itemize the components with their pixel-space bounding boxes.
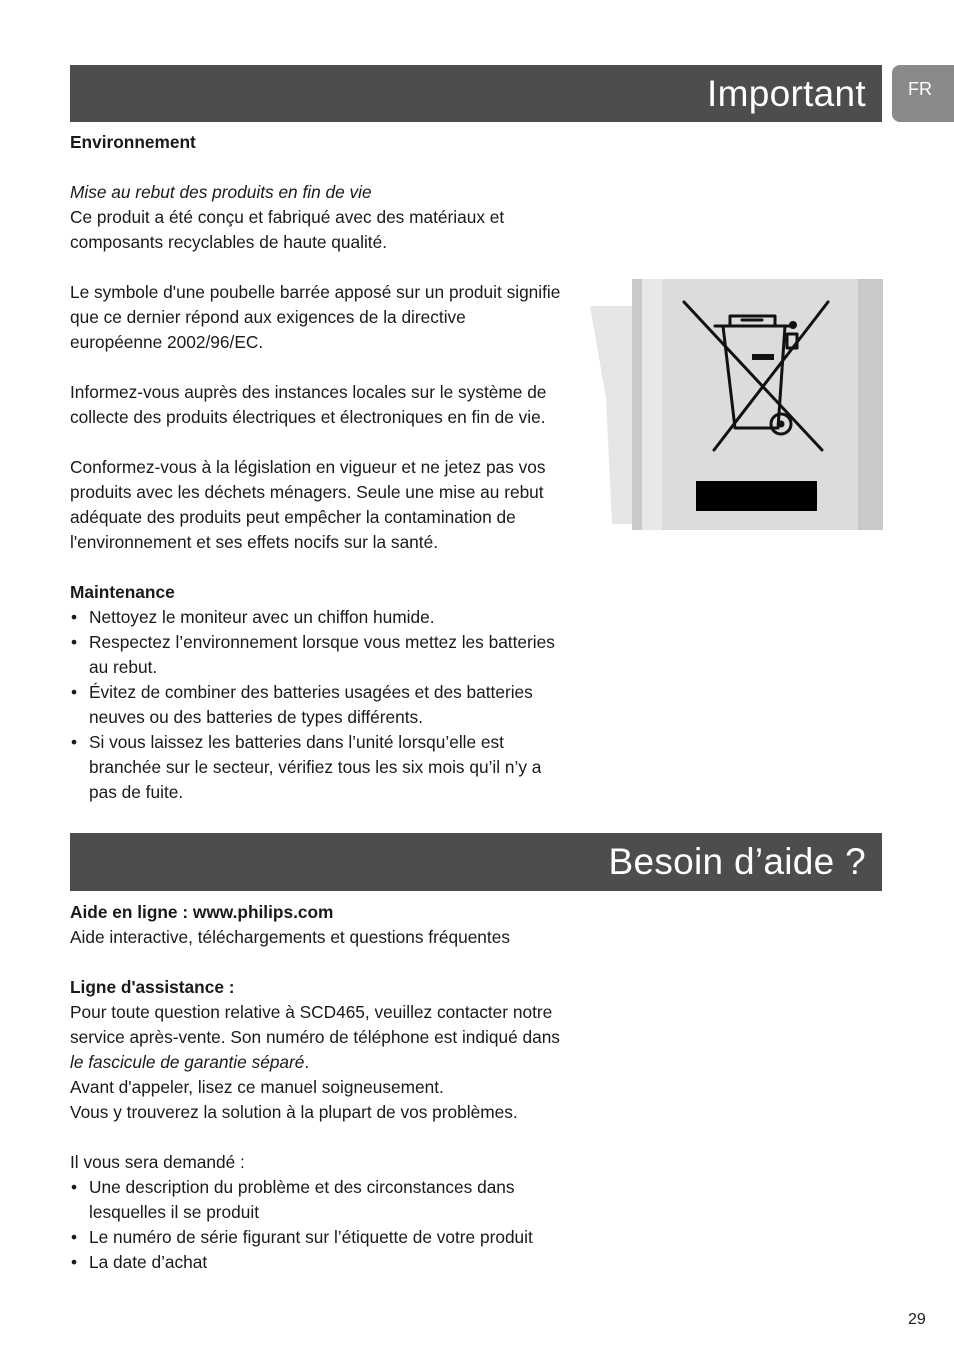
maintenance-heading: Maintenance xyxy=(70,582,175,602)
list-item: • Le numéro de série figurant sur l’étiquette de votre produit xyxy=(70,1225,610,1250)
maintenance-list xyxy=(70,605,610,805)
help-title: Besoin d’aide ? xyxy=(608,841,866,882)
page-title: Important xyxy=(707,72,866,114)
asked-intro: Il vous sera demandé : xyxy=(70,1152,245,1172)
online-help-heading: Aide en ligne : www.philips.com xyxy=(70,902,334,922)
disposal-subheading: Mise au rebut des produits en fin de vie xyxy=(70,182,372,202)
env-paragraph-1: Ce produit a été conçu et fabriqué avec des matériaux et composants recyclables de haute qualité. xyxy=(70,207,505,252)
online-help-text: Aide interactive, téléchargements et questions fréquentes xyxy=(70,927,510,947)
hotline-heading: Ligne d'assistance : xyxy=(70,977,235,997)
section-banner-help xyxy=(70,833,882,891)
hotline-paragraph: Pour toute question relative à SCD465, veuillez contacter notre service après-vente. Son numéro de téléphone est indiqué dans le fascicule de garantie séparé. Avant d'appeler, lisez ce manuel soigneusement. Vous y trouverez la solution à la plupart de vos problèmes. xyxy=(70,1002,560,1122)
list-item: • Nettoyez le moniteur avec un chiffon humide. xyxy=(70,605,610,630)
environment-heading: Environnement xyxy=(70,132,196,152)
weee-symbol-figure xyxy=(590,278,885,532)
page-number: 29 xyxy=(908,1311,926,1328)
list-item: • Une description du problème et des circonstances dans lesquelles il se produit xyxy=(70,1175,610,1225)
help-section xyxy=(70,900,610,1275)
env-paragraph-2: Le symbole d'une poubelle barrée apposé sur un produit signifie que ce dernier répond aux exigences de la directive européenne 2002/96/EC. xyxy=(70,282,561,352)
language-tab xyxy=(892,65,954,122)
list-item: • La date d’achat xyxy=(70,1250,610,1275)
asked-list xyxy=(70,1175,610,1275)
list-item: • Évitez de combiner des batteries usagées et des batteries neuves ou des batteries de types différents. xyxy=(70,680,610,730)
env-paragraph-3: Informez-vous auprès des instances locales sur le système de collecte des produits électriques et électroniques en fin de vie. xyxy=(70,382,547,427)
warranty-booklet-ref: le fascicule de garantie séparé xyxy=(70,1052,305,1072)
list-item: • Si vous laissez les batteries dans l’unité lorsqu’elle est branchée sur le secteur, vérifiez tous les six mois qu’il n’y a pas de fuite. xyxy=(70,730,610,805)
language-tab-label: FR xyxy=(908,79,932,99)
list-item: • Respectez l’environnement lorsque vous mettez les batteries au rebut. xyxy=(70,630,610,680)
crossed-out-wheelie-bin-icon xyxy=(590,278,885,532)
env-paragraph-4: Conformez-vous à la législation en vigueur et ne jetez pas vos produits avec les déchets ménagers. Seule une mise au rebut adéquate des produits peut empêcher la contamination de l'environnement et ses effets nocifs sur la santé. xyxy=(70,457,546,552)
section-banner-important xyxy=(70,65,882,122)
environment-section xyxy=(70,130,610,805)
